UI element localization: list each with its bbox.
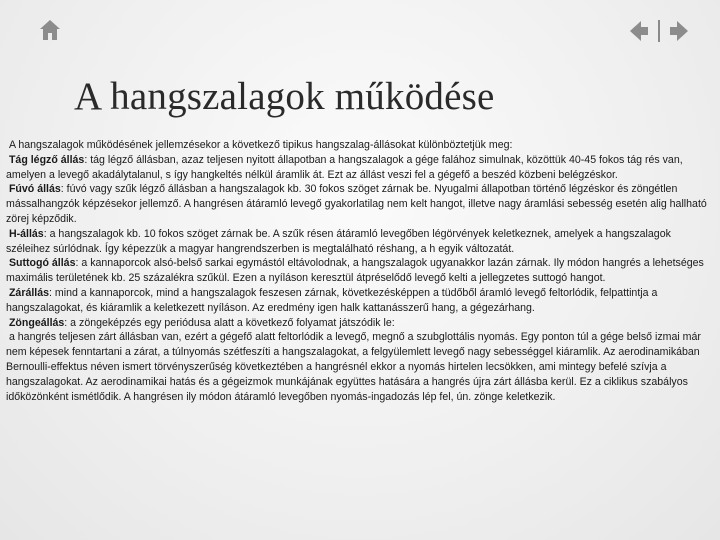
slide-body	[6, 138, 716, 404]
slide-title: A hangszalagok működése	[74, 75, 495, 118]
home-icon[interactable]	[38, 18, 62, 42]
section-term: Suttogó állás	[8, 257, 76, 270]
nav-divider	[658, 20, 660, 42]
section-fuvo	[6, 182, 716, 226]
section-term: H-állás	[8, 227, 44, 240]
section-suttogo	[6, 256, 716, 286]
slide-navigation	[628, 18, 690, 44]
closing-paragraph: a hangrés teljesen zárt állásban van, ezért a gégefő alatt feltorlódik a levegő, megnő a szubglottális nyomás. Egy ponton túl a gége belső izmai már nem képesek fenntartani a zárat, a túlnyomás szétfeszíti a hangszalagokat, a felgyülemlett levegő nagy sebességgel kiáramlik. Az aerodinamikában Bernoulli-effektus néven ismert törvényszerűség következtében a hangrésnél ekkor a nyomás hirtelen lecsökken, ami mintegy befelé szívja a hangszalagokat. Az aerodinamikai hatás és a gégeizmok munkájának együttes hatására a hangrés újra zárt állásba kerül. Ez a ciklikus szabályos időközönként ismétlődik. A hangrésen ily módon átáramló levegőben nyomás-ingadozás lép fel, ún. zönge keletkezik.	[6, 331, 701, 403]
section-text: : mind a kannaporcok, mind a hangszalagok feszesen zárnak, következésképpen a tüdőből áramló levegő feltorlódik, felpattintja a hangszalagokat, és kiáramlik a keletkezett nyíláson. Az eredmény igen halk kattanásszerű hang, a gégezárhang.	[6, 286, 658, 314]
section-term: Zöngeállás	[8, 316, 65, 329]
arrow-left-icon[interactable]	[628, 19, 650, 43]
section-term: Fúvó állás	[8, 183, 61, 196]
section-h-allas	[6, 227, 716, 257]
section-text: : fúvó vagy szűk légző állásban a hangszalagok kb. 30 fokos szöget zárnak be. Nyugalmi állapotban történő légzéskor és zöngétlen mássalhangzók képzésekor jellemző. A hangrésen átáramló levegő gyakorlatilag nem kelt hangot, illetve nagy áramlási sebesség esetén alig hallható zörej képződik.	[6, 183, 707, 225]
section-text: : a kannaporcok alsó-belső sarkai egymástól eltávolodnak, a hangszalagok ugyanakkor lazán zárnak. Ily módon hangrés a lehetséges maximális területének kb. 25 százalékra szűkül. Ezen a nyíláson keresztül átpréselődő levegő kelti a jellegzetes suttogó hangot.	[6, 257, 704, 285]
section-text: : a hangszalagok kb. 10 fokos szöget zárnak be. A szűk résen átáramló levegőben légörvények keletkeznek, amelyek a hangszalagok széleihez súrlódnak. Így képezzük a magyar hangrendszerben is megtalálható réshang, a h egyik változatát.	[6, 227, 671, 255]
section-term: Zárállás	[8, 286, 50, 299]
section-text: : tág légző állásban, azaz teljesen nyitott állapotban a hangszalagok a gége falához simulnak, közöttük 40-45 fokos tág rés van, amelyen a levegő akadálytalanul, s így hangkeltés nélkül áramlik át. Ezt az állást veszi fel a gégefő a beszéd közbeni belégzéskor.	[6, 153, 683, 181]
section-zongeallas	[6, 316, 716, 331]
section-tag-legzo	[6, 153, 716, 183]
section-text: : a zöngeképzés egy periódusa alatt a következő folyamat játszódik le:	[64, 316, 395, 329]
intro-paragraph: A hangszalagok működésének jellemzésekor a következő tipikus hangszalag-állásokat különböztetjük meg:	[8, 139, 513, 151]
arrow-right-icon[interactable]	[668, 19, 690, 43]
section-term: Tág légző állás	[8, 153, 85, 166]
section-zarallas	[6, 286, 716, 316]
